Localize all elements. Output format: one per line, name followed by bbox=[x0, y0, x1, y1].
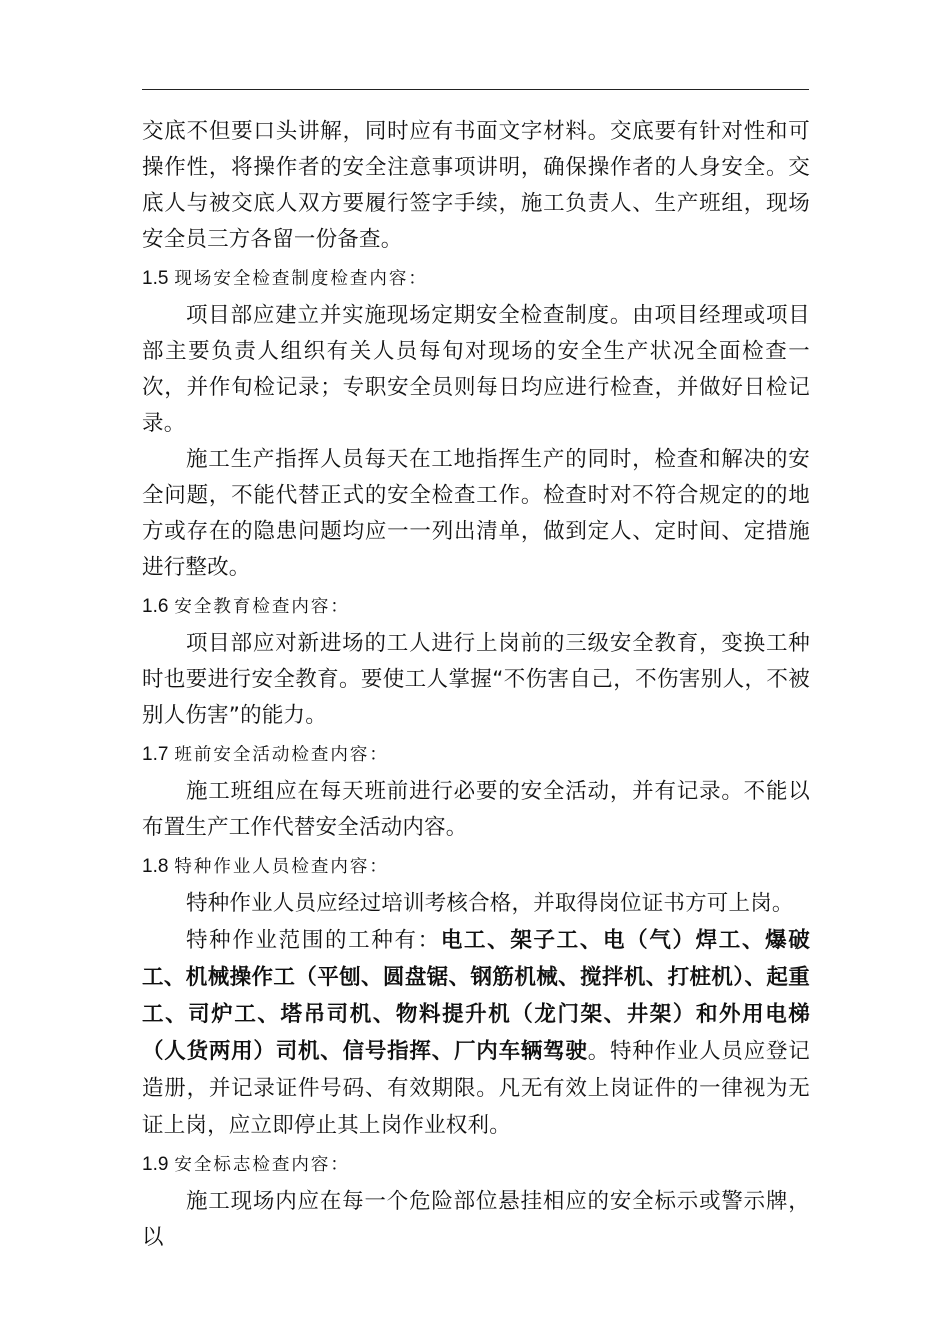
heading-1-8 bbox=[142, 846, 810, 886]
heading-text: 安全标志检查内容： bbox=[174, 1155, 350, 1175]
header-rule bbox=[142, 89, 809, 90]
heading-number: 1.8 bbox=[142, 856, 169, 877]
heading-1-7 bbox=[142, 734, 810, 774]
paragraph-inspection-system: 项目部应建立并实施现场定期安全检查制度。由项目经理或项目部主要负责人组织有关人员每旬对现场的安全生产状况全面检查一次，并作旬检记录；专职安全员则每日均应进行检查，并做好日检记录。 bbox=[142, 303, 810, 436]
heading-number: 1.5 bbox=[142, 268, 169, 289]
heading-text: 班前安全活动检查内容： bbox=[174, 745, 389, 765]
heading-number: 1.7 bbox=[142, 744, 169, 765]
paragraph-safety-education: 项目部应对新进场的工人进行上岗前的三级安全教育，变换工种时也要进行安全教育。要使工人掌握“不伤害自己，不伤害别人，不被别人伤害”的能力。 bbox=[142, 631, 810, 728]
document-body bbox=[142, 114, 810, 1256]
scope-lead-text: 特种作业范围的工种有： bbox=[186, 928, 441, 953]
heading-text: 安全教育检查内容： bbox=[174, 597, 350, 617]
paragraph-daily-inspection: 施工生产指挥人员每天在工地指挥生产的同时，检查和解决的安全问题，不能代替正式的安全检查工作。检查时对不符合规定的的地方或存在的隐患问题均应一一列出清单，做到定人、定时间、定措施进行整改。 bbox=[142, 447, 810, 580]
heading-number: 1.9 bbox=[142, 1154, 169, 1175]
heading-1-9 bbox=[142, 1144, 810, 1184]
scope-tail-text: 。特种作业人员应登记造册，并记录证件号码、有效期限。凡无有效上岗证件的一律视为无证上岗，应立即停止其上岗作业权利。 bbox=[142, 1039, 810, 1138]
heading-number: 1.6 bbox=[142, 596, 169, 617]
heading-1-5 bbox=[142, 258, 810, 298]
heading-text: 现场安全检查制度检查内容： bbox=[174, 269, 428, 289]
scope-trade-list: 电工、架子工、电（气）焊工、爆破工、机械操作工（平刨、圆盘锯、钢筋机械、搅拌机、打桩机）、起重工、司炉工、塔吊司机、物料提升机（龙门架、井架）和外用电梯（人货两用）司机、信号指挥、厂内车辆驾驶 bbox=[142, 928, 811, 1064]
paragraph-special-work-scope bbox=[142, 922, 810, 1144]
paragraph-special-operators: 特种作业人员应经过培训考核合格，并取得岗位证书方可上岗。 bbox=[186, 891, 794, 916]
paragraph-safety-signs: 施工现场内应在每一个危险部位悬挂相应的安全标示或警示牌，以 bbox=[142, 1189, 810, 1250]
heading-text: 特种作业人员检查内容： bbox=[174, 857, 389, 877]
heading-1-6 bbox=[142, 586, 810, 626]
paragraph-briefing: 交底不但要口头讲解，同时应有书面文字材料。交底要有针对性和可操作性，将操作者的安全注意事项讲明，确保操作者的人身安全。交底人与被交底人双方要履行签字手续，施工负责人、生产班组，现场安全员三方各留一份备查。 bbox=[142, 119, 810, 252]
paragraph-pre-shift-activity: 施工班组应在每天班前进行必要的安全活动，并有记录。不能以布置生产工作代替安全活动内容。 bbox=[142, 779, 810, 840]
